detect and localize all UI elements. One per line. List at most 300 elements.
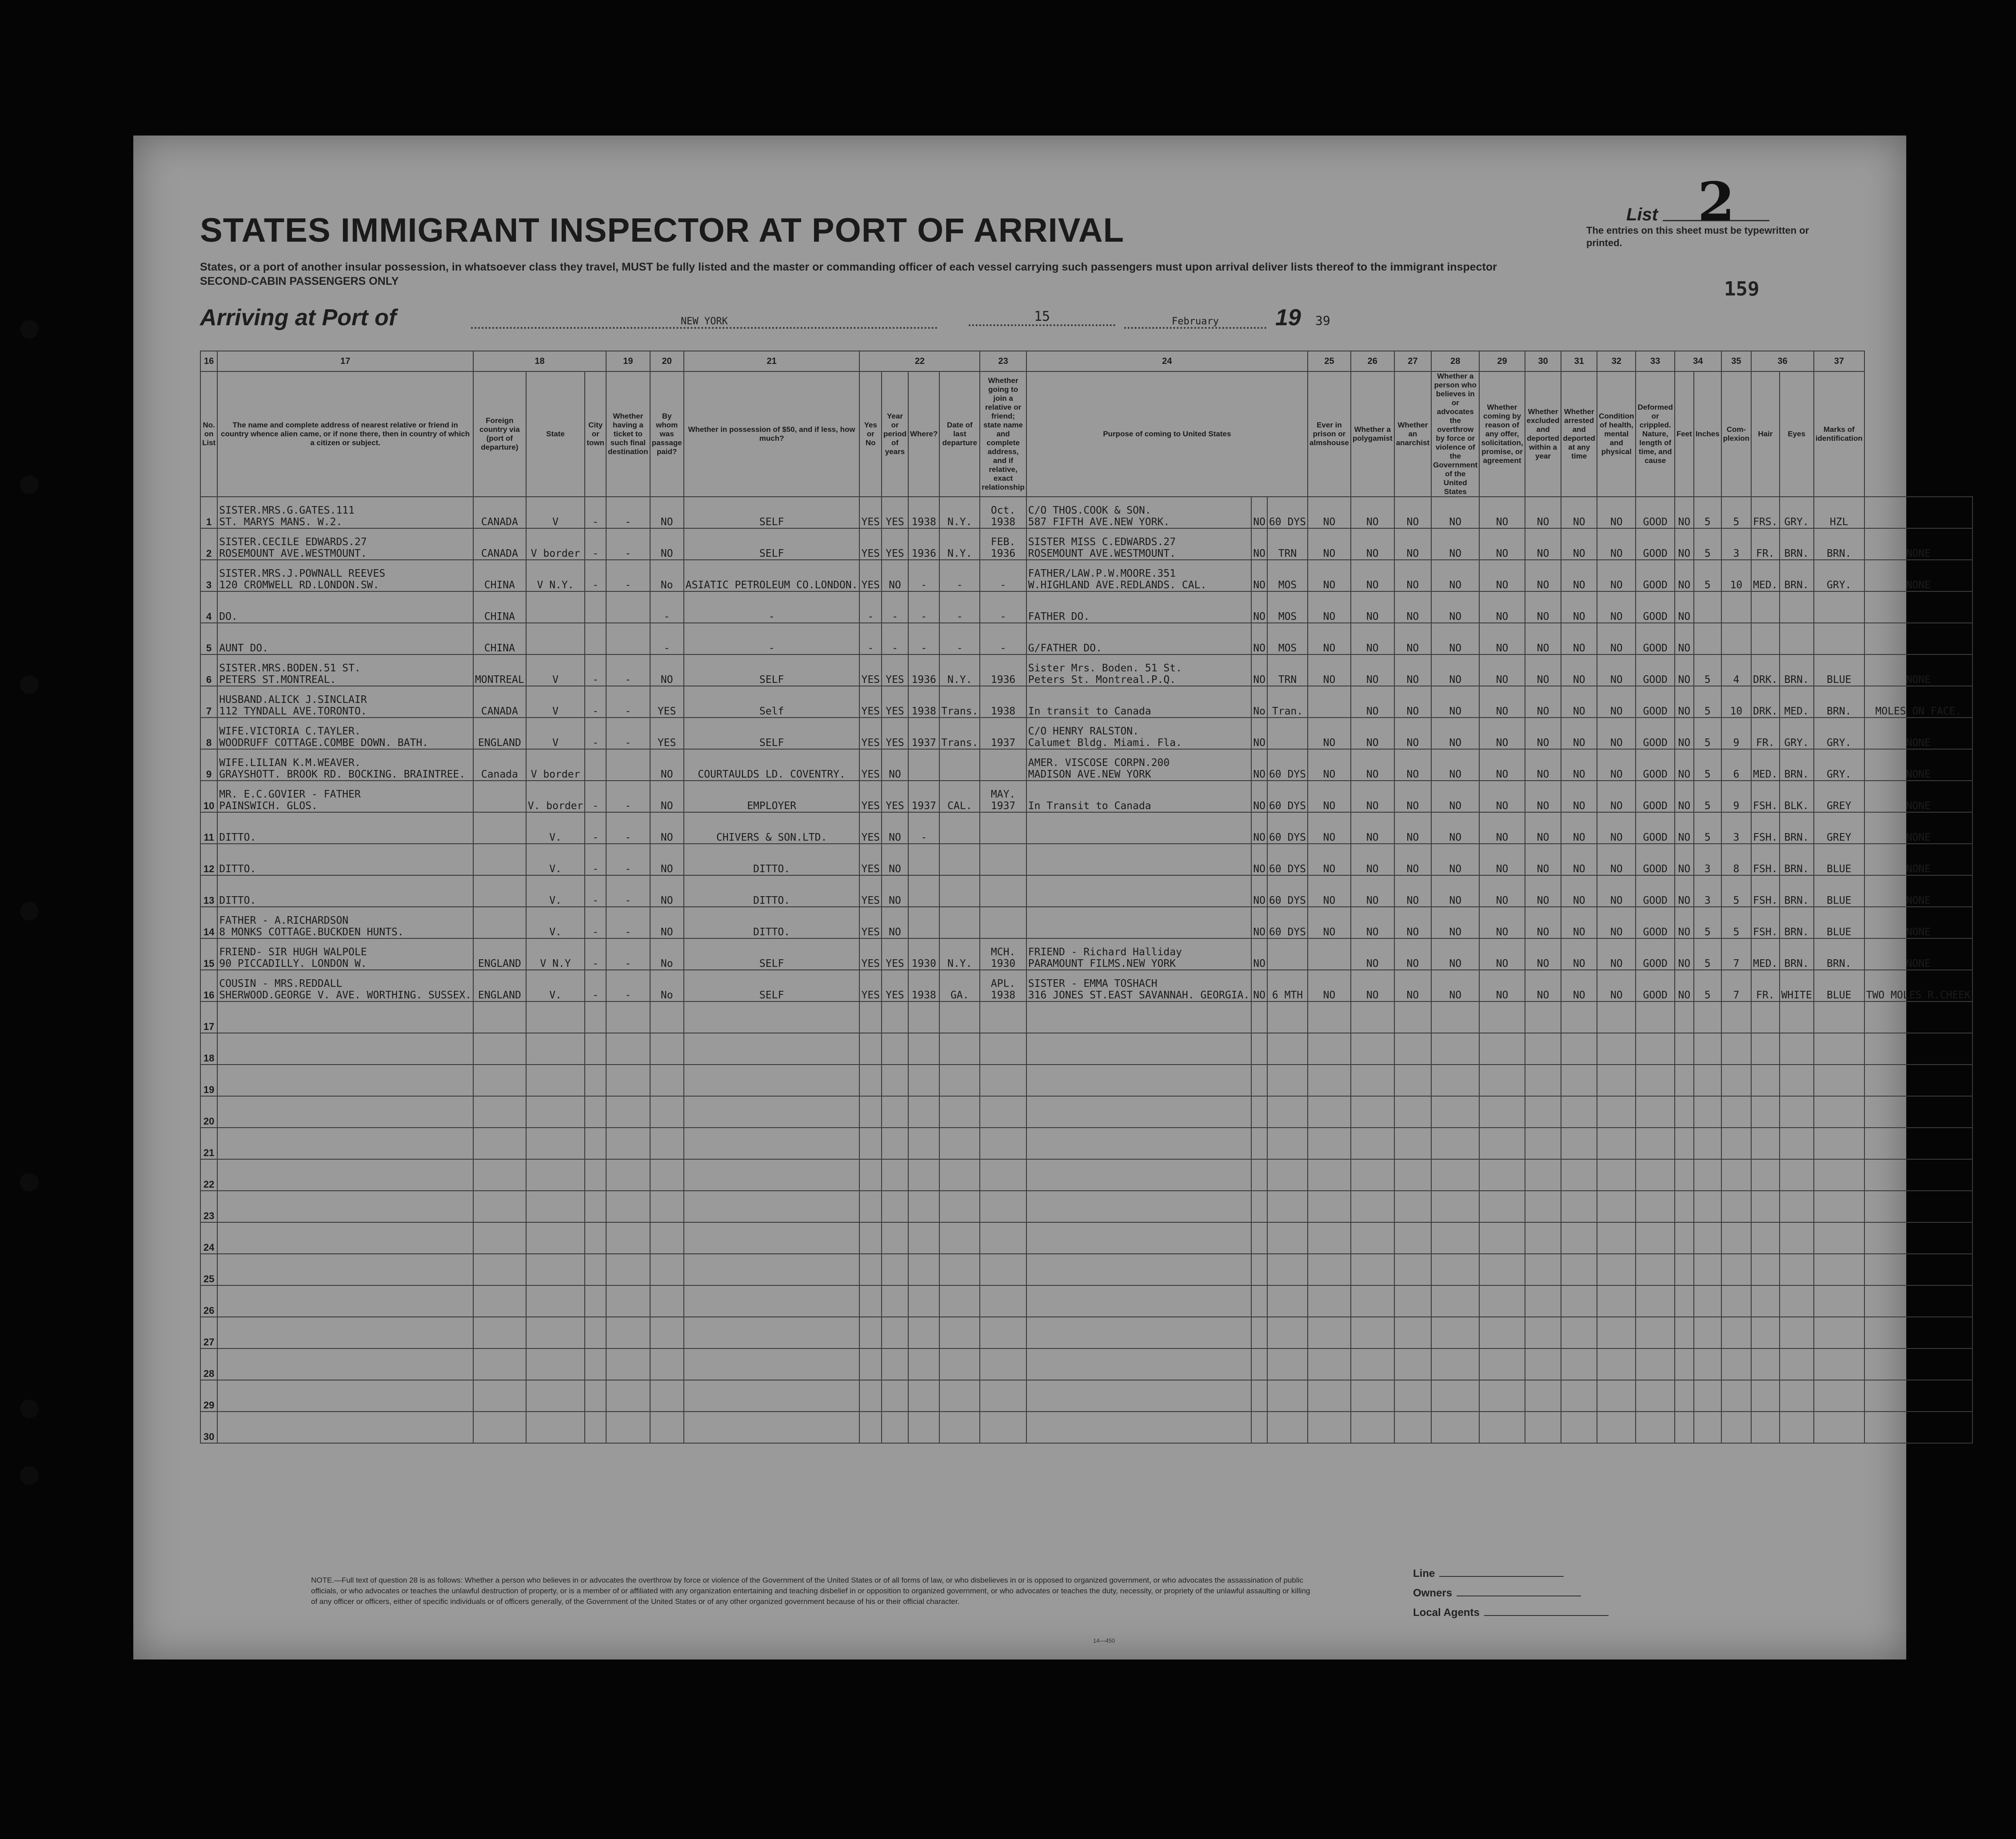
empty-row	[200, 1001, 1972, 1033]
joining-cell	[1026, 528, 1252, 560]
empty-cell	[1431, 1317, 1479, 1348]
cell-text: GA.	[950, 989, 969, 1001]
complexion-cell	[1751, 970, 1779, 1001]
empty-cell	[526, 1001, 585, 1033]
via-cell	[526, 844, 585, 875]
empty-cell	[1751, 1191, 1779, 1222]
empty-cell	[526, 1033, 585, 1065]
cell-text: BRN.	[1784, 863, 1809, 875]
empty-cell	[473, 1412, 526, 1443]
cell-text: YES	[886, 958, 904, 969]
cell-text: NO	[1678, 769, 1691, 780]
hair-cell	[1780, 686, 1814, 718]
empty-cell	[473, 1317, 526, 1348]
empty-cell	[908, 1033, 939, 1065]
empty-cell	[1351, 1033, 1394, 1065]
cell-text: FSH.	[1753, 832, 1778, 843]
header-overthrow: Whether a person who believes in or advocates the overthrow by force or violence of the Government of the United States	[1431, 371, 1479, 497]
complexion-cell	[1751, 560, 1779, 591]
cell-text: GRAYSHOTT. BROOK RD. BOCKING. BRAINTREE.	[219, 769, 466, 780]
empty-cell	[1814, 1285, 1864, 1317]
cell-text: NO	[1253, 800, 1265, 812]
empty-cell	[1525, 1254, 1561, 1285]
cell-text: 8	[1733, 863, 1740, 875]
empty-cell	[1814, 1412, 1864, 1443]
relative-address-cell	[217, 654, 473, 686]
health-cell	[1636, 812, 1674, 844]
cell-text: -	[592, 895, 599, 906]
cell-text: DITTO.	[219, 895, 256, 906]
table-row	[200, 875, 1972, 907]
marks-cell	[1864, 875, 1972, 907]
empty-cell	[1394, 1412, 1432, 1443]
arrival-port: NEW YORK	[471, 316, 938, 329]
cell-text: NO	[1573, 989, 1585, 1001]
col-num: 34	[1675, 351, 1721, 371]
empty-cell	[1267, 1096, 1308, 1128]
marks-cell	[1864, 654, 1972, 686]
cell-text: V. border	[527, 800, 583, 812]
money-cell	[859, 686, 882, 718]
paid-cell	[684, 938, 860, 970]
cell-text: NO	[1496, 737, 1509, 749]
before-cell	[882, 812, 908, 844]
empty-cell	[1814, 1065, 1864, 1096]
empty-cell	[1394, 1222, 1432, 1254]
empty-cell	[859, 1412, 882, 1443]
cell-text: NONE	[1906, 548, 1931, 559]
cell-text: SISTER.MRS.J.POWNALL REEVES	[219, 568, 386, 579]
money-cell	[859, 907, 882, 938]
year-cell	[908, 875, 939, 907]
state-cell	[585, 781, 606, 812]
empty-cell	[1479, 1191, 1525, 1222]
cell-text: NO	[889, 895, 901, 906]
health-cell	[1636, 623, 1674, 654]
empty-cell	[684, 1065, 860, 1096]
cell-text: BRN.	[1784, 548, 1809, 559]
c28-cell	[1479, 907, 1525, 938]
empty-cell	[980, 1096, 1026, 1128]
c26-cell	[1394, 591, 1432, 623]
p3-cell	[1308, 812, 1351, 844]
table-row	[200, 528, 1972, 560]
city-cell	[606, 686, 650, 718]
cell-text: -	[921, 579, 927, 591]
empty-cell	[585, 1033, 606, 1065]
c26-cell	[1394, 970, 1432, 1001]
table-row	[200, 560, 1972, 591]
money-cell	[859, 938, 882, 970]
cell-text: NONE	[1906, 737, 1931, 749]
relative-address-cell	[217, 623, 473, 654]
empty-cell	[1675, 1380, 1694, 1412]
where-cell	[939, 844, 980, 875]
cell-text: NO	[1366, 989, 1379, 1001]
c27-cell	[1431, 875, 1479, 907]
cell-text: NO	[1406, 642, 1419, 654]
empty-cell	[585, 1222, 606, 1254]
paid-cell	[684, 844, 860, 875]
row-number-cell	[200, 875, 217, 907]
cell-text: NO	[1449, 516, 1462, 528]
empty-cell	[908, 1348, 939, 1380]
eyes-cell	[1814, 654, 1864, 686]
c25-cell	[1351, 875, 1394, 907]
empty-cell	[1267, 1128, 1308, 1159]
empty-cell	[1431, 1348, 1479, 1380]
c30-cell	[1561, 812, 1597, 844]
empty-cell	[1597, 1128, 1636, 1159]
empty-cell	[1780, 1128, 1814, 1159]
cell-text: NO	[1496, 769, 1509, 780]
cell-text: -	[625, 674, 631, 686]
where-cell	[939, 749, 980, 781]
cell-text: NO	[1253, 516, 1265, 528]
last-departure-cell	[980, 844, 1026, 875]
empty-cell	[585, 1285, 606, 1317]
col-num: 16	[200, 351, 217, 371]
empty-cell	[1814, 1254, 1864, 1285]
hair-cell	[1780, 497, 1814, 528]
cell-text: NO	[1406, 737, 1419, 749]
cell-text: 1930	[990, 958, 1016, 969]
cell-text: 8 MONKS COTTAGE.BUCKDEN HUNTS.	[219, 926, 404, 938]
empty-cell	[1394, 1348, 1432, 1380]
relative-address-cell	[217, 938, 473, 970]
empty-cell	[684, 1191, 860, 1222]
cell-text: NO	[1406, 863, 1419, 875]
cell-text: NO	[1537, 548, 1549, 559]
cell-text: -	[592, 958, 599, 969]
p3-cell	[1308, 623, 1351, 654]
cell-text: NO	[1610, 895, 1623, 906]
cell-text: YES	[886, 516, 904, 528]
via-cell	[526, 686, 585, 718]
table-row	[200, 749, 1972, 781]
header-prison: Ever in prison or almshouse	[1308, 371, 1351, 497]
inches-cell	[1721, 654, 1752, 686]
empty-cell	[1751, 1317, 1779, 1348]
where-cell	[939, 907, 980, 938]
empty-cell	[473, 1222, 526, 1254]
cell-text: -	[592, 579, 599, 591]
p3-cell	[1308, 654, 1351, 686]
inches-cell	[1721, 781, 1752, 812]
cell-text: GRY.	[1827, 737, 1852, 749]
p3-cell	[1308, 938, 1351, 970]
header-purpose: Purpose of coming to United States	[1026, 371, 1308, 497]
manifest-rows	[200, 497, 1972, 1443]
header-offer: Whether coming by reason of any offer, solicitation, promise, or agreement	[1479, 371, 1525, 497]
country-cell	[473, 844, 526, 875]
cell-text: NO	[1573, 611, 1585, 622]
cell-text: YES	[861, 895, 880, 906]
city-cell	[606, 812, 650, 844]
c30-cell	[1561, 654, 1597, 686]
empty-cell	[1525, 1191, 1561, 1222]
joining-cell	[1026, 781, 1252, 812]
empty-cell	[1308, 1159, 1351, 1191]
p1-cell	[1251, 875, 1267, 907]
cell-text: NO	[1537, 611, 1549, 622]
last-departure-cell	[980, 528, 1026, 560]
empty-cell	[1780, 1285, 1814, 1317]
cell-text: NO	[1323, 674, 1336, 686]
cell-text: NO	[660, 895, 673, 906]
c29-cell	[1525, 907, 1561, 938]
empty-cell	[1308, 1191, 1351, 1222]
country-cell	[473, 781, 526, 812]
cell-text: YES	[861, 516, 880, 528]
where-cell	[939, 686, 980, 718]
cell-text: 9	[206, 769, 212, 780]
c27-cell	[1431, 497, 1479, 528]
p2-cell	[1267, 844, 1308, 875]
p3-cell	[1308, 844, 1351, 875]
empty-cell	[1721, 1128, 1752, 1159]
c29-cell	[1525, 686, 1561, 718]
before-cell	[882, 560, 908, 591]
cell-text: YES	[657, 706, 676, 717]
city-cell	[606, 591, 650, 623]
empty-cell	[1814, 1159, 1864, 1191]
cell-text: GOOD	[1643, 832, 1668, 843]
state-cell	[585, 844, 606, 875]
cell-text: 3	[1733, 832, 1740, 843]
c25-cell	[1351, 812, 1394, 844]
empty-cell	[650, 1254, 684, 1285]
feet-cell	[1694, 497, 1721, 528]
cell-text: BRN.	[1827, 706, 1852, 717]
joining-cell	[1026, 654, 1252, 686]
empty-cell	[1780, 1412, 1814, 1443]
cell-text: Trans.	[941, 737, 978, 749]
empty-cell	[1431, 1380, 1479, 1412]
empty-cell	[1864, 1096, 1972, 1128]
marks-cell	[1864, 591, 1972, 623]
c26-cell	[1394, 875, 1432, 907]
before-cell	[882, 781, 908, 812]
cell-text: 60 DYS	[1269, 895, 1306, 906]
cell-text: GREY	[1827, 800, 1852, 812]
binder-hole	[20, 475, 39, 494]
empty-cell	[1721, 1380, 1752, 1412]
money-cell	[859, 497, 882, 528]
cell-text: 5	[1704, 579, 1711, 591]
empty-cell	[939, 1128, 980, 1159]
cell-text: FATHER DO.	[1028, 611, 1090, 622]
city-cell	[606, 718, 650, 749]
empty-cell	[1675, 1412, 1694, 1443]
cell-text: 9	[1733, 800, 1740, 812]
hair-cell	[1780, 907, 1814, 938]
empty-cell	[1267, 1412, 1308, 1443]
empty-cell	[1267, 1159, 1308, 1191]
year-cell	[908, 938, 939, 970]
country-cell	[473, 528, 526, 560]
marks-cell	[1864, 844, 1972, 875]
marks-cell	[1864, 718, 1972, 749]
empty-cell	[1751, 1033, 1779, 1065]
empty-cell	[1814, 1033, 1864, 1065]
empty-cell	[1694, 1159, 1721, 1191]
cell-text: NO	[1496, 895, 1509, 906]
cell-text: N.Y.	[947, 958, 972, 969]
year-cell	[908, 907, 939, 938]
empty-cell	[939, 1033, 980, 1065]
cell-text: YES	[861, 737, 880, 749]
cell-text: HUSBAND.ALICK J.SINCLAIR	[219, 694, 367, 706]
cell-text: NO	[1253, 958, 1265, 969]
cell-text: ENGLAND	[478, 958, 521, 969]
empty-cell	[1597, 1159, 1636, 1191]
p3-cell	[1308, 686, 1351, 718]
empty-cell	[1597, 1412, 1636, 1443]
cell-text: -	[663, 642, 670, 654]
column-header-row	[200, 371, 1972, 497]
cell-text: NONE	[1906, 800, 1931, 812]
ticket-cell	[650, 497, 684, 528]
empty-cell	[1308, 1128, 1351, 1159]
cell-text: NO	[1610, 832, 1623, 843]
manifest-sheet	[133, 136, 1971, 1659]
cell-text: BLUE	[1827, 674, 1852, 686]
empty-cell	[1251, 1285, 1267, 1317]
cell-text: 3	[1704, 863, 1711, 875]
c26-cell	[1394, 749, 1432, 781]
empty-cell	[908, 1159, 939, 1191]
cell-text: -	[592, 548, 599, 559]
c28-cell	[1479, 654, 1525, 686]
cell-text: SHERWOOD.GEORGE V. AVE. WORTHING. SUSSEX.	[219, 989, 471, 1001]
cell-text: NO	[1366, 642, 1379, 654]
cell-text: 1936	[990, 548, 1016, 559]
cell-text: NO	[1610, 989, 1623, 1001]
inches-cell	[1721, 591, 1752, 623]
c29-cell	[1525, 528, 1561, 560]
row-number-cell: 26	[200, 1285, 217, 1317]
cell-text: 6 MTH	[1272, 989, 1303, 1001]
cell-text: SELF	[759, 516, 784, 528]
empty-cell	[882, 1254, 908, 1285]
city-cell	[606, 497, 650, 528]
empty-cell	[1751, 1412, 1779, 1443]
cell-text: 14	[203, 926, 215, 937]
c29-cell	[1525, 749, 1561, 781]
empty-cell	[1351, 1001, 1394, 1033]
state-cell	[585, 686, 606, 718]
cell-text: GOOD	[1643, 769, 1668, 780]
paid-cell	[684, 560, 860, 591]
cell-text: NO	[660, 769, 673, 780]
where-cell	[939, 812, 980, 844]
year-cell	[908, 497, 939, 528]
cell-text: NO	[1323, 832, 1336, 843]
country-cell	[473, 623, 526, 654]
marks-cell	[1864, 497, 1972, 528]
cell-text: 1	[206, 516, 212, 527]
empty-cell	[1721, 1096, 1752, 1128]
complexion-cell	[1751, 875, 1779, 907]
cell-text: YES	[861, 832, 880, 843]
header-eyes: Eyes	[1780, 371, 1814, 497]
empty-cell	[1251, 1033, 1267, 1065]
cell-text: 1936	[911, 674, 936, 686]
empty-cell	[1675, 1096, 1694, 1128]
cell-text: -	[625, 895, 631, 906]
empty-cell	[1597, 1380, 1636, 1412]
empty-cell	[585, 1254, 606, 1285]
cell-text: V.	[549, 832, 562, 843]
cell-text: BLUE	[1827, 895, 1852, 906]
cell-text: GOOD	[1643, 895, 1668, 906]
p2-cell	[1267, 654, 1308, 686]
year-cell	[908, 970, 939, 1001]
cell-text: YES	[861, 863, 880, 875]
empty-cell	[1864, 1317, 1972, 1348]
hair-cell	[1780, 654, 1814, 686]
empty-cell	[1431, 1285, 1479, 1317]
header-marks: Marks of identification	[1814, 371, 1864, 497]
empty-cell	[1479, 1254, 1525, 1285]
cell-text: NO	[1573, 895, 1585, 906]
empty-cell	[1561, 1254, 1597, 1285]
city-cell	[606, 907, 650, 938]
c26-cell	[1394, 781, 1432, 812]
cell-text: -	[956, 611, 963, 622]
cell-text: NO	[1323, 800, 1336, 812]
cell-text: NO	[1366, 863, 1379, 875]
empty-cell	[1675, 1254, 1694, 1285]
cell-text: SELF	[759, 958, 784, 969]
empty-cell	[1636, 1285, 1674, 1317]
relative-address-cell	[217, 970, 473, 1001]
cell-text: NO	[1537, 516, 1549, 528]
cell-text: NO	[1366, 516, 1379, 528]
empty-cell	[684, 1001, 860, 1033]
cell-text: DITTO.	[753, 926, 790, 938]
cell-text: NO	[1496, 516, 1509, 528]
cell-text: FSH.	[1753, 800, 1778, 812]
column-number-row	[200, 351, 1972, 371]
cell-text: -	[625, 579, 631, 591]
empty-cell	[1721, 1033, 1752, 1065]
cell-text: BLUE	[1827, 926, 1852, 938]
cell-text: NO	[1678, 958, 1691, 969]
hair-cell	[1780, 844, 1814, 875]
empty-cell	[473, 1159, 526, 1191]
cell-text: N.Y.	[947, 674, 972, 686]
cell-text: N.Y.	[947, 548, 972, 559]
cell-text: NO	[1366, 958, 1379, 969]
year-cell	[908, 654, 939, 686]
agents-block	[1413, 1564, 1609, 1623]
cell-text: NO	[1253, 642, 1265, 654]
empty-cell	[908, 1412, 939, 1443]
empty-cell	[1394, 1380, 1432, 1412]
cell-text: YES	[861, 800, 880, 812]
empty-cell	[980, 1254, 1026, 1285]
cell-text: NO	[1573, 674, 1585, 686]
paid-cell	[684, 907, 860, 938]
empty-cell	[1394, 1285, 1432, 1317]
cell-text: NO	[1366, 769, 1379, 780]
cell-text: 9	[1733, 737, 1740, 749]
empty-cell	[1675, 1128, 1694, 1159]
hair-cell	[1780, 718, 1814, 749]
cell-text: -	[625, 926, 631, 938]
